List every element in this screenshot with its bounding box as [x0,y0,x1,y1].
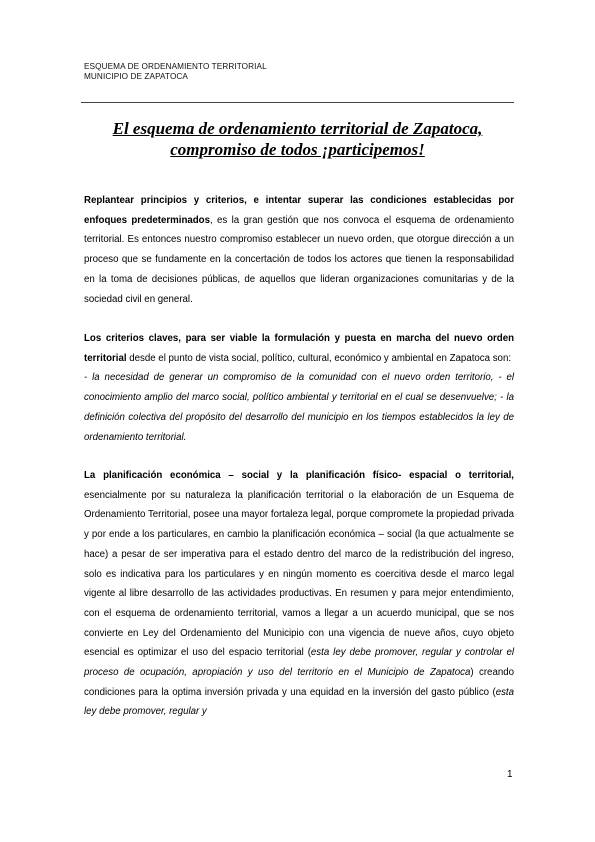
paragraph-3-text-1: esencialmente por su naturaleza la planificación territorial o la elaboración de un Esquema de Ordenamiento Territorial, posee una mayor fortaleza legal, porque compromete la propiedad privada y por ende a los particulares, en cambio la planificación económica – social (la que actualmente se hace) a pesar de ser imperativa para el estado dentro del marco de la redistribución del ingreso, solo es indicativa para los particulares y en ningún momento es coercitiva desde el marco legal vigente al libre desarrollo de las actividades productivas. En resumen y para mejor entendimiento, con el esquema de ordenamiento territorial, vamos a llegar a un acuerdo municipal, que se nos convierte en Ley del Ordenamiento del Municipio con una vigencia de nueve años, cuyo objeto esencial es optimizar el uso del espacio territorial ( [84,489,514,659]
document-header [84,62,267,81]
paragraph-1 [84,191,514,309]
paragraph-3-bold: La planificación económica – social y la planificación físico- espacial o territorial, [84,470,514,481]
paragraph-2-text: desde el punto de vista social, político, cultural, económico y ambiental en Zapatoca son: [126,352,512,364]
title-line-2: compromiso de todos ¡participemos! [170,140,425,159]
title-line-1: El esquema de ordenamiento territorial de Zapatoca, [112,119,483,138]
paragraph-2 [84,329,514,447]
header-divider [81,102,514,103]
paragraph-2-italic: - la necesidad de generar un compromiso de la comunidad con el nuevo orden territorio, - el conocimiento amplio del marco social, político ambiental y territorial en el cual se desenvuelve; - la definición colectiva del propósito del desarrollo del municipio en los tiempos establecidos la ley de ordenamiento territorial. [84,372,514,443]
header-line-1: ESQUEMA DE ORDENAMIENTO TERRITORIAL [84,62,267,71]
paragraph-3 [84,466,514,722]
paragraph-2-bold: Los criterios claves, para ser viable la formulación y puesta en marcha del nuevo orden territorial [84,333,514,364]
paragraph-1-bold: Replantear principios y criterios, e intentar superar las condiciones establecidas por enfoques predeterminados [84,195,514,226]
paragraph-3-italic-2: esta ley debe promover, regular y [84,686,514,718]
paragraph-1-text: , es la gran gestión que nos convoca el esquema de ordenamiento territorial. Es entonces nuestro compromiso establecer un nuevo orden, que otorgue dirección a un proceso que se fundamente en la concertación de todos los actores que tienen la responsabilidad en la toma de decisiones públicas, de aquellos que lideran organizaciones comunitarias y de la sociedad civil en general. [84,214,514,305]
header-line-2: MUNICIPIO DE ZAPATOCA [84,71,188,81]
paragraph-3-text-2: ) creando condiciones para la optima inversión privada y una equidad en la inversión del gasto público ( [84,667,514,698]
paragraph-3-italic-1: esta ley debe promover, regular y controlar el proceso de ocupación, apropiación y uso del territorio en el Municipio de Zapatoca [84,647,514,679]
document-title [84,118,511,160]
page-number: 1 [507,769,513,780]
